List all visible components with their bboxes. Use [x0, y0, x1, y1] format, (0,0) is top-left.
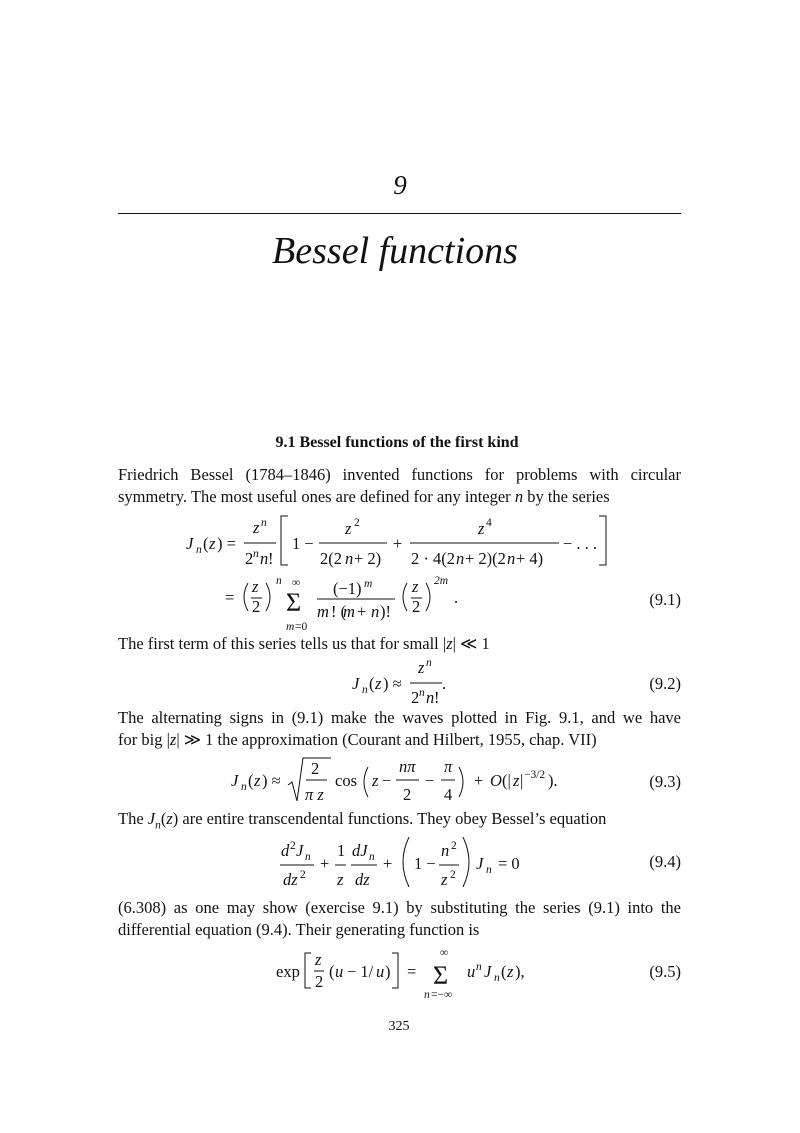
svg-text:(: (	[501, 962, 507, 981]
svg-text:dz: dz	[355, 870, 370, 889]
svg-text:= 0: = 0	[498, 854, 520, 873]
svg-text:π z: π z	[305, 785, 324, 804]
svg-text:z: z	[412, 577, 419, 596]
svg-text:− 1/: − 1/	[347, 962, 374, 981]
svg-text:n: n	[260, 549, 269, 568]
svg-text:2 · 4(2: 2 · 4(2	[411, 549, 455, 568]
svg-text:−: −	[425, 771, 435, 790]
paragraph-line: The $J_n(z)$ are entire transcendental functions. They obey Bessel’s equation	[118, 809, 607, 832]
svg-text:n: n	[426, 657, 432, 669]
svg-text:n: n	[276, 575, 282, 587]
paragraph-line: The first term of this series tells us that for small |z| ≪ 1	[118, 634, 490, 653]
svg-text:1 −: 1 −	[414, 854, 436, 873]
svg-text:2(2: 2(2	[320, 549, 342, 568]
paragraph-intro	[118, 464, 681, 507]
svg-text:n: n	[253, 548, 259, 560]
svg-text:.: .	[442, 674, 447, 693]
svg-text:nπ: nπ	[399, 757, 416, 776]
svg-text:2: 2	[245, 549, 254, 568]
svg-text:m: m	[317, 602, 329, 621]
svg-text:z: z	[252, 577, 259, 596]
chapter-title: Bessel functions	[272, 230, 518, 272]
svg-text:),: ),	[515, 962, 525, 981]
svg-text:m: m	[286, 621, 295, 633]
chapter-rule	[118, 213, 681, 214]
svg-text:z: z	[315, 950, 322, 969]
svg-text:+ 2): + 2)	[354, 549, 382, 568]
svg-text:2: 2	[451, 840, 457, 852]
svg-text:2m: 2m	[434, 575, 449, 587]
svg-text:+: +	[383, 854, 393, 873]
svg-text:Σ: Σ	[286, 588, 302, 617]
svg-text:+: +	[320, 854, 330, 873]
svg-text:)!: )!	[380, 602, 391, 621]
svg-text:cos: cos	[335, 771, 357, 790]
svg-text:4: 4	[444, 785, 453, 804]
svg-text:4: 4	[486, 517, 492, 529]
svg-text:∞: ∞	[292, 577, 301, 589]
svg-text:z: z	[254, 771, 261, 790]
svg-text:) =: ) =	[217, 534, 236, 553]
svg-text:=: =	[225, 588, 235, 607]
svg-text:+: +	[474, 771, 484, 790]
svg-text:): )	[385, 962, 391, 981]
svg-text:!: !	[268, 549, 274, 568]
svg-text:z: z	[253, 518, 260, 537]
svg-text:∞: ∞	[440, 947, 449, 959]
svg-text:O: O	[490, 771, 502, 790]
svg-text:m: m	[364, 578, 373, 590]
section-heading: 9.1 Bessel functions of the first kind	[275, 434, 519, 451]
paragraph-line: The alternating signs in (9.1) make the waves plotted in Fig. 9.1, and we have	[118, 708, 681, 727]
svg-text:(: (	[203, 534, 209, 553]
svg-text:z: z	[441, 870, 448, 889]
equation-number-9-3: (9.3)	[649, 772, 681, 791]
svg-text:n: n	[476, 961, 482, 973]
svg-text:z: z	[478, 519, 485, 538]
equation-9-1	[0, 508, 800, 633]
svg-text:) ≈: ) ≈	[262, 771, 281, 790]
svg-text:J: J	[186, 534, 194, 553]
svg-text:.: .	[454, 588, 459, 607]
svg-text:dJ: dJ	[352, 841, 368, 860]
svg-text:−: −	[382, 771, 392, 790]
svg-text:=: =	[407, 962, 417, 981]
page-number: 325	[388, 1019, 410, 1034]
svg-text:|: |	[520, 771, 524, 790]
svg-text:2: 2	[403, 785, 412, 804]
svg-text:z: z	[507, 962, 514, 981]
svg-text:J: J	[231, 771, 239, 790]
svg-text:n: n	[241, 781, 247, 793]
svg-text:exp: exp	[276, 962, 300, 981]
paragraph-line: Friedrich Bessel (1784–1846) invented functions for problems with circular	[118, 465, 681, 484]
svg-text:2: 2	[450, 869, 456, 881]
equation-number-9-4: (9.4)	[649, 852, 681, 871]
paragraph-line: symmetry. The most useful ones are defined for any integer n by the series	[118, 486, 610, 506]
svg-text:(−1): (−1)	[333, 579, 362, 598]
svg-text:m: m	[343, 602, 355, 621]
svg-text:(: (	[369, 674, 375, 693]
svg-text:) ≈: ) ≈	[383, 674, 402, 693]
svg-text:π: π	[444, 757, 453, 776]
eq-term-dots: − . . .	[563, 534, 598, 553]
svg-text:2: 2	[311, 759, 320, 778]
svg-text:2: 2	[252, 597, 261, 616]
svg-text:n: n	[456, 549, 465, 568]
svg-text:z: z	[345, 519, 352, 538]
paragraph-line: for big |z| ≫ 1 the approximation (Courant and Hilbert, 1955, chap. VII)	[118, 729, 597, 749]
svg-text:2: 2	[315, 972, 324, 991]
svg-text:n: n	[424, 989, 430, 1001]
svg-text:).: ).	[548, 771, 558, 790]
equation-number-9-5: (9.5)	[649, 962, 681, 981]
svg-text:−3/2: −3/2	[524, 769, 546, 781]
svg-text:dz: dz	[283, 870, 298, 889]
svg-text:(: (	[248, 771, 254, 790]
svg-text:2: 2	[300, 869, 306, 881]
equation-number-9-2: (9.2)	[649, 674, 681, 693]
svg-text:n: n	[371, 602, 380, 621]
svg-text:J: J	[484, 962, 492, 981]
svg-text:+ 2)(2: + 2)(2	[465, 549, 506, 568]
paragraph-small-z	[118, 633, 681, 655]
svg-text:n: n	[362, 684, 368, 696]
svg-text:2: 2	[290, 840, 296, 852]
svg-text:n: n	[507, 549, 516, 568]
svg-text:!: !	[434, 688, 440, 707]
svg-text:n: n	[345, 549, 354, 568]
svg-text:J: J	[476, 854, 484, 873]
svg-text:d: d	[281, 841, 290, 860]
svg-text:n: n	[426, 688, 435, 707]
svg-text:u: u	[376, 962, 385, 981]
svg-text:2: 2	[412, 597, 421, 616]
svg-text:n: n	[369, 851, 375, 863]
svg-text:=0: =0	[295, 621, 308, 633]
svg-text:z: z	[372, 771, 379, 790]
svg-text:Σ: Σ	[433, 961, 449, 990]
svg-text:z: z	[418, 658, 425, 677]
eq-term-one: 1 −	[292, 534, 314, 553]
equation-number-9-1: (9.1)	[649, 590, 681, 609]
svg-text:n: n	[196, 544, 202, 556]
svg-text:u: u	[467, 962, 476, 981]
svg-text:z: z	[209, 534, 216, 553]
svg-text:z: z	[375, 674, 382, 693]
paragraph-generating	[118, 897, 681, 940]
svg-text:n: n	[494, 972, 500, 984]
paragraph-line: (6.308) as one may show (exercise 9.1) by substituting the series (9.1) into the	[118, 898, 681, 917]
svg-text:1: 1	[337, 841, 346, 860]
svg-text:2: 2	[354, 517, 360, 529]
svg-text:+: +	[393, 534, 403, 553]
paragraph-line: differential equation (9.4). Their generating function is	[118, 919, 480, 939]
svg-text:n: n	[419, 687, 425, 699]
svg-text:J: J	[296, 841, 304, 860]
svg-text:u: u	[335, 962, 344, 981]
svg-text:(|: (|	[502, 771, 511, 790]
svg-text:2: 2	[411, 688, 420, 707]
paragraph-large-z	[118, 707, 681, 750]
svg-text:n: n	[261, 517, 267, 529]
chapter-number: 9	[393, 170, 407, 200]
svg-text:z: z	[513, 771, 520, 790]
svg-text:z: z	[337, 870, 344, 889]
svg-text:=−∞: =−∞	[431, 989, 453, 1001]
svg-text:n: n	[305, 851, 311, 863]
svg-text:n: n	[441, 841, 450, 860]
svg-text:+ 4): + 4)	[516, 549, 544, 568]
svg-text:n: n	[486, 864, 492, 876]
svg-text:J: J	[352, 674, 360, 693]
svg-text:+: +	[357, 602, 367, 621]
svg-text:! (: ! (	[331, 602, 347, 621]
svg-text:(: (	[329, 962, 335, 981]
